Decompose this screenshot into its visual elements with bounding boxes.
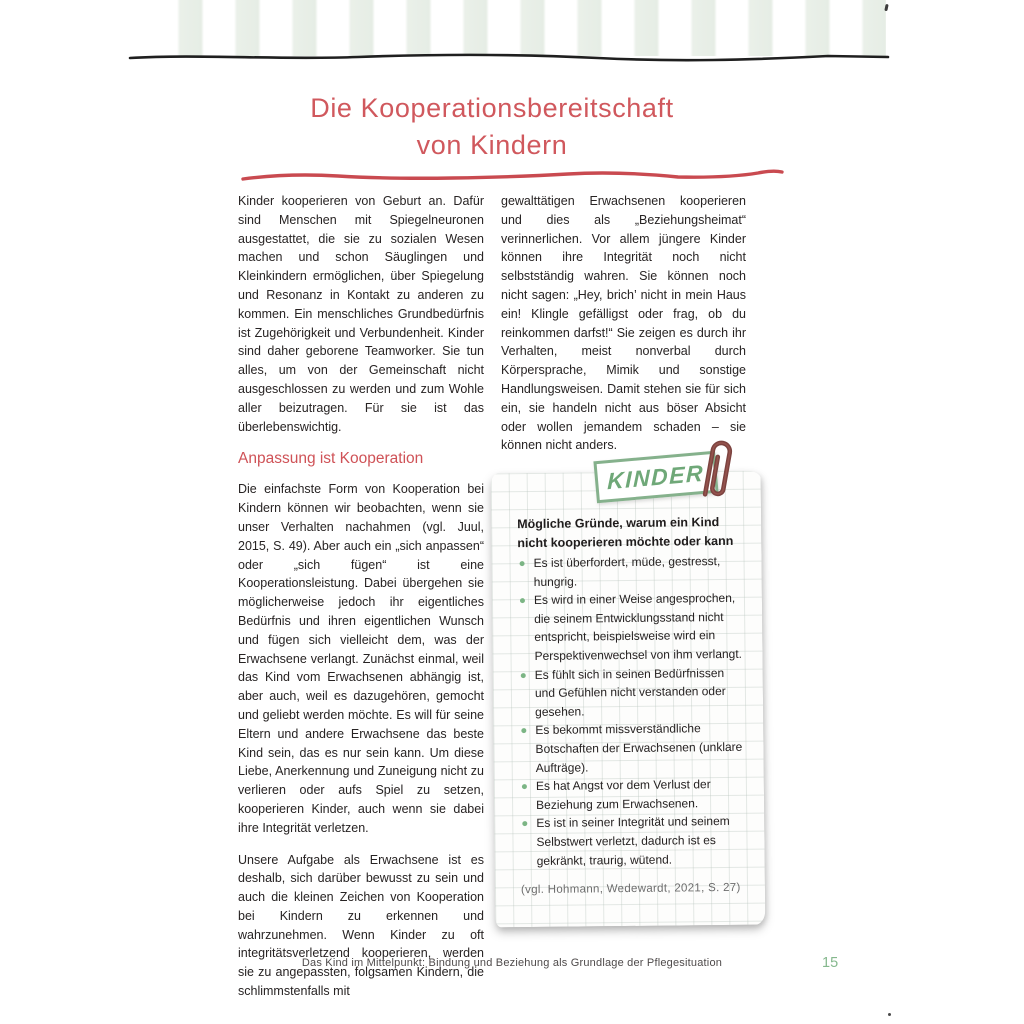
note-bullet: Es wird in einer Weise angesprochen, die seinem Entwicklungsstand nicht entspricht, beispielsweise wird ein Perspektivenwechsel von ihm verlangt.	[518, 589, 747, 666]
scan-speck-bottom	[888, 1013, 891, 1016]
note-bullet: Es fühlt sich in seinen Bedürfnissen und Gefühlen nicht verstanden oder gesehen.	[519, 663, 748, 721]
title-underline	[238, 168, 786, 186]
note-bullet-list	[517, 552, 748, 870]
scan-speck-top	[884, 4, 888, 11]
note-heading: Mögliche Gründe, warum ein Kind nicht kooperieren möchte oder kann	[517, 515, 734, 551]
paragraph: Die einfachste Form von Kooperation bei Kindern können wir beobachten, wenn sie unser Verhalten nachahmen (vgl. Juul, 2015, S. 49). Aber auch ein „sich anpassen“ oder „sich fügen“ ist eine Kooperationsleistung. Dabei übergehen sie möglicherweise jedoch ihr eigentliches Bedürfnis und ihren eigentlichen Wunsch und fügen sich vielleicht dem, was der Erwachsene verlangt. Zunächst einmal, weil das Kind vom Erwachsenen abhängig ist, aber auch, weil es dazugehören, gemocht und geliebt werden möchte. Es will für seine Eltern und andere Erwachsene das beste Kind sein, das es nur sein kann. Um diese Liebe, Anerkennung und Zuneigung nicht zu verlieren oder aufs Spiel zu setzen, kooperieren Kinder, auch wenn sie dabei ihre Integrität verletzen.	[238, 482, 484, 835]
kinder-note-box	[491, 471, 766, 928]
note-bullet: Es ist in seiner Integrität und seinem Selbstwert verletzt, dadurch ist es gekränkt, traurig, wütend.	[520, 812, 749, 870]
paragraph: gewalttätigen Erwachsenen kooperieren und dies als „Beziehungsheimat“ verinnerlichen. Vor allem jüngere Kinder können ihre Integrität noch nicht selbstständig wahren. Sie können noch nicht sagen: „Hey, brich’ nicht in mein Haus ein! Klingle gefälligst oder frag, ob du reinkommen darfst!“ Sie zeigen es durch ihr Verhalten, meist nonverbal durch Körpersprache, Mimik und sonstige Handlungsweisen. Damit stehen sie für sich ein, sie handeln nicht aus böser Absicht oder wollen jemandem schaden – sie können nicht anders.	[501, 194, 746, 453]
note-bullet: Es hat Angst vor dem Verlust der Beziehung zum Erwachsenen.	[520, 775, 748, 815]
footer-running-title: Das Kind im Mittelpunkt: Bindung und Beziehung als Grundlage der Pflegesituation	[301, 957, 723, 969]
left-column	[238, 192, 484, 1001]
hand-drawn-rule	[128, 50, 890, 66]
page-number: 15	[822, 955, 839, 971]
page-title	[238, 90, 746, 164]
kinder-tag-label: KINDER	[607, 459, 705, 494]
paragraph: Kinder kooperieren von Geburt an. Dafür sind Menschen mit Spiegelneuronen ausgestattet, die sie zu sozialen Wesen machen und schon Säuglingen und Kleinkindern ermöglichen, über Spiegelung und Resonanz in Kontakt zu anderen zu kommen. Ein menschliches Grundbedürfnis ist Zugehörigkeit und Verbundenheit. Kinder sind daher geborene Teamworker. Sie tun alles, um von der Gemeinschaft nicht ausgeschlossen zu werden und zum Wohle aller beizutragen. Für sie ist das überlebenswichtig.	[238, 194, 484, 434]
paragraph: Unsere Aufgabe als Erwachsene ist es deshalb, sich darüber bewusst zu sein und auch die kleinen Zeichen von Kooperation bei Kindern zu erkennen und wahrzunehmen. Wenn Kinder zu oft integritätsverletzend kooperieren, werden sie zu angepassten, folgsamen Kindern, die schlimmstenfalls mit	[238, 852, 484, 999]
note-citation: (vgl. Hohmann, Wedewardt, 2021, S. 27)	[520, 881, 741, 897]
page-title-line1: Die Kooperationsbereitschaft	[310, 93, 674, 123]
page-title-line2: von Kindern	[416, 130, 568, 160]
section-subheading: Anpassung ist Kooperation	[238, 450, 424, 468]
right-column	[501, 192, 746, 455]
note-bullet: Es ist überfordert, müde, gestresst, hungrig.	[517, 552, 745, 592]
note-bullet: Es bekommt missverständliche Botschaften der Erwachsenen (unklare Aufträge).	[519, 719, 748, 777]
header-stripes	[150, 0, 886, 56]
